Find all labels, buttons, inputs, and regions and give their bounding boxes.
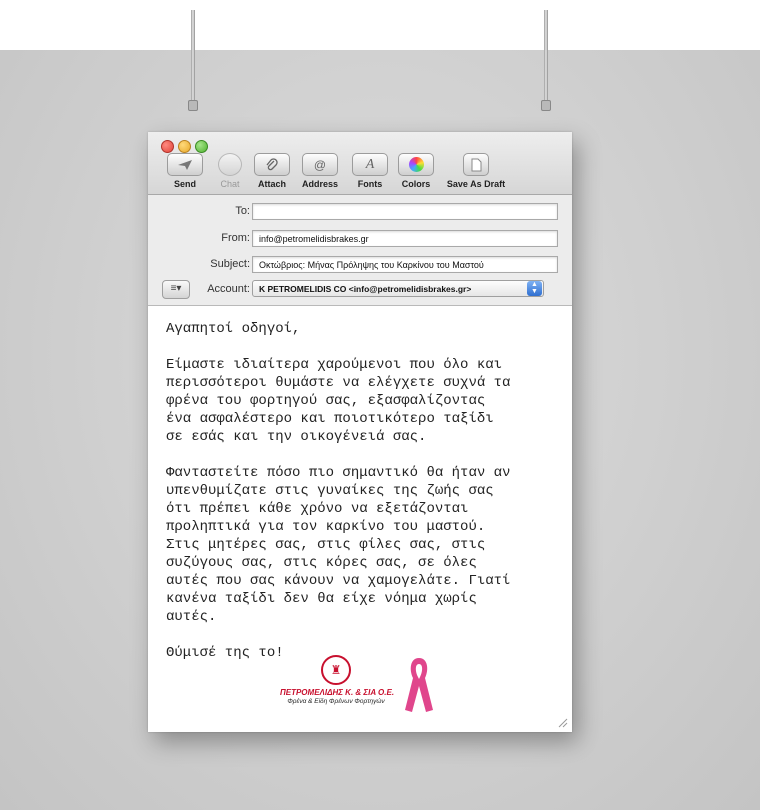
company-tagline: Φρένα & Είδη Φρένων Φορτηγών bbox=[287, 698, 385, 705]
speech-bubble-icon bbox=[218, 153, 242, 176]
resize-handle-icon[interactable] bbox=[556, 716, 568, 728]
select-arrows-icon[interactable]: ▲ ▼ bbox=[527, 281, 542, 296]
paper-plane-icon bbox=[167, 153, 203, 176]
from-label: From: bbox=[221, 232, 250, 244]
poster-clip-left bbox=[188, 100, 198, 111]
message-paragraph-2: Φανταστείτε πόσο πιο σημαντικό θα ήταν αν υπενθυμίζατε στις γυναίκες της ζωής σας ότι πρέπει κάθε χρόνο να εξετάζονται προληπτικά για τον καρκίνο του μαστού. Στις μητέρες σας, στις φίλες σας, στις συζύγους σας, στις κόρες σας, σε όλες αυτές που σας κάνουν να χαμογελάτε. Γιατί κανένα ταξίδι δεν θα είχε νόημα χωρίς αυτές. bbox=[166, 465, 511, 625]
minimize-window-button[interactable] bbox=[178, 140, 191, 153]
hanging-wire-right bbox=[544, 10, 548, 107]
from-field[interactable]: info@petromelidisbrakes.gr bbox=[252, 230, 558, 247]
subject-row bbox=[148, 254, 572, 276]
message-body[interactable] bbox=[166, 320, 562, 662]
save-as-draft-button[interactable] bbox=[438, 153, 514, 189]
colors-button[interactable] bbox=[387, 153, 445, 189]
attach-label: Attach bbox=[257, 179, 286, 189]
paperclip-icon bbox=[254, 153, 290, 176]
send-label: Send bbox=[173, 179, 196, 189]
at-sign-icon: @ bbox=[302, 153, 338, 176]
account-row bbox=[148, 279, 572, 301]
save-as-draft-label: Save As Draft bbox=[446, 179, 506, 189]
company-name: ΠΕΤΡΟΜΕΛΙΔΗΣ Κ. & ΣΙΑ Ο.Ε. bbox=[280, 688, 395, 697]
pink-ribbon-icon bbox=[402, 654, 436, 714]
hanging-wire-left bbox=[191, 10, 195, 107]
chat-label: Chat bbox=[220, 179, 240, 189]
fonts-label: Fonts bbox=[357, 179, 383, 189]
letter-a-icon: A bbox=[352, 153, 388, 176]
to-label: To: bbox=[235, 205, 250, 217]
colors-label: Colors bbox=[401, 179, 431, 189]
address-label: Address bbox=[301, 179, 338, 189]
to-field[interactable] bbox=[252, 203, 558, 220]
company-emblem-icon: ♜ bbox=[321, 655, 351, 685]
from-row bbox=[148, 228, 572, 250]
message-paragraph-1: Είμαστε ιδιαίτερα χαρούμενοι που όλο και περισσότεροι θυμάστε να ελέγχετε συχνά τα φρένα του φορτηγού σας, εξασφαλίζοντας ένα ασφαλέστερο και ποιοτικότερο ταξίδι σε εσάς και την οικογένειά σας. bbox=[166, 357, 511, 445]
document-icon bbox=[463, 153, 489, 176]
to-row bbox=[148, 201, 572, 223]
toolbar bbox=[148, 132, 572, 195]
closing-line: Θύμισέ της το! bbox=[166, 645, 284, 661]
message-headers bbox=[148, 195, 572, 306]
color-wheel-icon bbox=[398, 153, 434, 176]
company-logo bbox=[280, 655, 395, 705]
header-options-menu-button[interactable]: ≡▾ bbox=[162, 280, 190, 299]
poster-clip-right bbox=[541, 100, 551, 111]
account-label: Account: bbox=[207, 283, 250, 295]
subject-field[interactable]: Οκτώβριος: Μήνας Πρόληψης του Καρκίνου του Μαστού bbox=[252, 256, 558, 273]
greeting: Αγαπητοί οδηγοί, bbox=[166, 321, 301, 337]
zoom-window-button[interactable] bbox=[195, 140, 208, 153]
subject-label: Subject: bbox=[210, 258, 250, 270]
email-compose-window bbox=[148, 132, 572, 732]
close-window-button[interactable] bbox=[161, 140, 174, 153]
account-select[interactable]: K PETROMELIDIS CO <info@petromelidisbrakes.gr> bbox=[252, 280, 544, 297]
